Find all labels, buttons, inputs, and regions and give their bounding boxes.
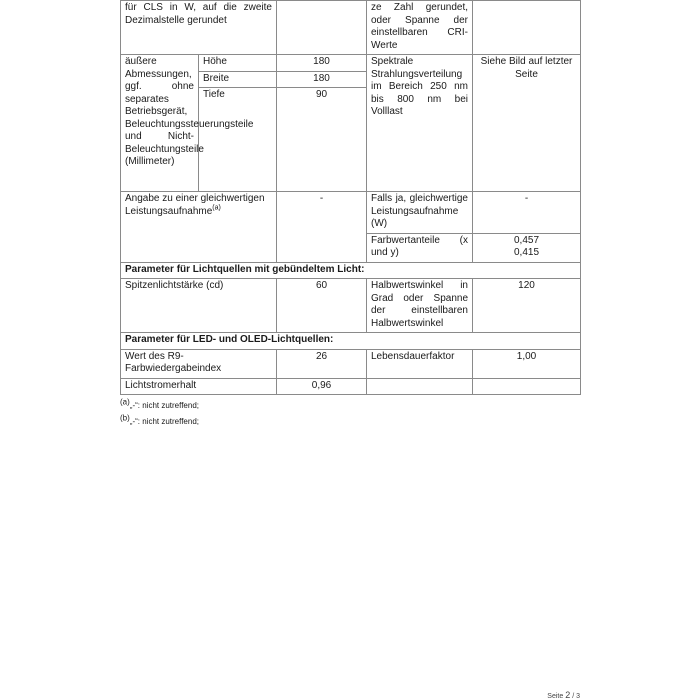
footnote-mark: (b): [120, 413, 130, 423]
beam-angle-value: 120: [473, 279, 581, 333]
dimension-depth-value: 90: [277, 88, 367, 192]
footnote-b: [120, 413, 580, 427]
table-row-equivalent-power: [121, 192, 581, 234]
equivalent-power-value: -: [277, 192, 367, 263]
empty-cell: [473, 378, 581, 395]
survival-factor-label: Lebensdauerfaktor: [367, 349, 473, 378]
table-row-peak-intensity: [121, 279, 581, 333]
footnote-text: „-“: nicht zutreffend;: [129, 401, 199, 410]
chromaticity-values: [473, 233, 581, 262]
equivalent-power-label: [121, 192, 277, 263]
chromaticity-y-value: 0,415: [513, 247, 540, 258]
cls-power-rounding-text: für CLS in W, auf die zweite Dezimalstelle gerundet: [121, 1, 277, 55]
table-row-section-directional: [121, 262, 581, 279]
dimension-height-label: Höhe: [199, 55, 277, 72]
dimension-depth-label: Tiefe: [199, 88, 277, 192]
product-info-table: [120, 0, 581, 395]
footnotes: [120, 397, 580, 427]
outer-dimensions-label: äußere Abmessungen, ggf. ohne separates Betriebsgerät, Beleuchtungssteuerungsteile und Nicht-Beleuchtungsteile (Millimeter): [121, 55, 199, 192]
footnote-mark: (a): [120, 397, 130, 407]
survival-factor-value: 1,00: [473, 349, 581, 378]
equivalent-power-watt-label: Falls ja, gleichwertige Leistungsaufnahme (W): [367, 192, 473, 234]
chromaticity-label: Farbwertanteile (x und y): [367, 233, 473, 262]
beam-angle-label: Halbwertswinkel in Grad oder Spanne der einstellbaren Halbwertswinkel: [367, 279, 473, 333]
empty-cell: [277, 1, 367, 55]
dimension-width-value: 180: [277, 71, 367, 88]
spectral-distribution-label: Spektrale Strahlungsverteilung im Bereich 250 nm bis 800 nm bei Volllast: [367, 55, 473, 192]
table-row-lumen-maintenance: [121, 378, 581, 395]
section-heading-led: Parameter für LED- und OLED-Lichtquellen:: [121, 333, 581, 350]
empty-cell: [367, 378, 473, 395]
dimension-height-value: 180: [277, 55, 367, 72]
r9-index-label: Wert des R9-Farbwiedergabeindex: [121, 349, 277, 378]
table-row-section-led: [121, 333, 581, 350]
peak-intensity-value: 60: [277, 279, 367, 333]
page-total: 3: [576, 693, 580, 700]
footnote-text: „-“: nicht zutreffend;: [129, 417, 199, 426]
footnote-a: [120, 397, 580, 411]
lumen-maintenance-value: 0,96: [277, 378, 367, 395]
lumen-maintenance-label: Lichtstromerhalt: [121, 378, 277, 395]
empty-cell: [473, 1, 581, 55]
page-current: 2: [565, 690, 571, 700]
chromaticity-x-value: 0,457: [513, 234, 540, 246]
page-separator: /: [572, 693, 575, 700]
table-row-r9: [121, 349, 581, 378]
section-heading-directional: Parameter für Lichtquellen mit gebündeltem Licht:: [121, 262, 581, 279]
footnote-ref-a: (a): [212, 204, 221, 212]
peak-intensity-label: Spitzenlichtstärke (cd): [121, 279, 277, 333]
cri-rounding-text: ze Zahl gerundet, oder Spanne der einstellbaren CRI-Werte: [367, 1, 473, 55]
dimension-width-label: Breite: [199, 71, 277, 88]
page-number: [547, 690, 580, 700]
table-row-top-continuation: [121, 1, 581, 55]
spectral-distribution-value: Siehe Bild auf letzter Seite: [473, 55, 581, 192]
r9-index-value: 26: [277, 349, 367, 378]
equivalent-power-watt-value: -: [473, 192, 581, 234]
datasheet-page: [120, 0, 580, 432]
table-row-height: [121, 55, 581, 72]
equivalent-power-label-text: Angabe zu einer gleichwertigen Leistungsaufnahme: [125, 193, 265, 217]
page-label: Seite: [547, 693, 564, 700]
